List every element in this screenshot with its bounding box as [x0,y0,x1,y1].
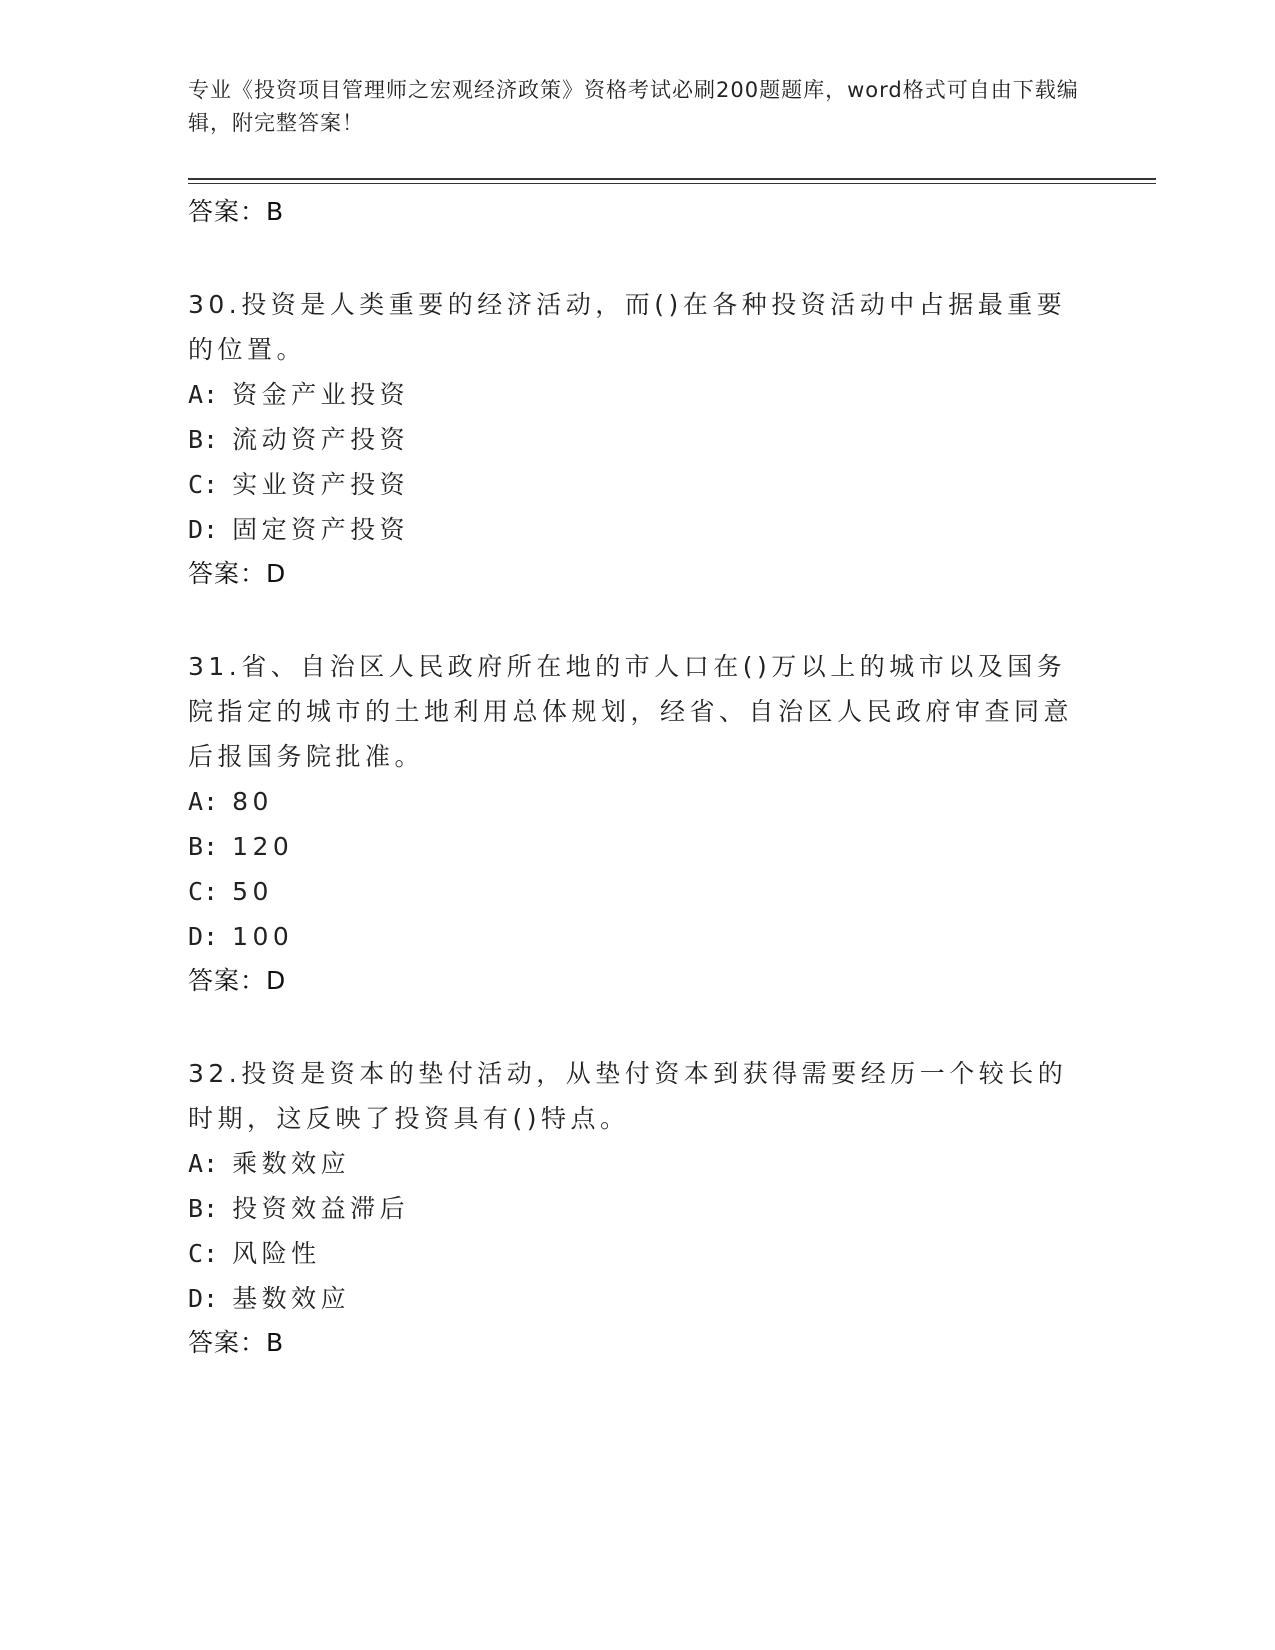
document-header-title: 专业《投资项目管理师之宏观经济政策》资格考试必刷200题题库，word格式可自由下载编辑，附完整答案！ [188,78,1079,135]
option-text: 资金产业投资 [232,380,410,409]
option-letter: A: [188,1149,219,1178]
option-d [188,1276,1088,1321]
question-block [188,644,1088,1003]
question-block [188,1051,1088,1365]
option-letter: A: [188,787,219,816]
question-answer: 答案：D [188,559,287,588]
question-text: 30.投资是人类重要的经济活动，而()在各种投资活动中占据最重要的位置。 [188,290,1067,364]
option-letter: C: [188,470,219,499]
header-divider-secondary [188,183,1156,184]
option-letter: D: [188,922,219,951]
option-c [188,869,1088,914]
option-text: 固定资产投资 [232,515,410,544]
option-letter: D: [188,515,219,544]
question-text: 32.投资是资本的垫付活动，从垫付资本到获得需要经历一个较长的时期，这反映了投资具有()特点。 [188,1059,1068,1133]
option-text: 风险性 [232,1239,321,1268]
question-list [188,190,1088,1365]
option-text: 50 [232,877,273,906]
question-answer: 答案：D [188,966,287,995]
option-text: 120 [232,832,294,861]
option-letter: A: [188,380,219,409]
option-b [188,824,1088,869]
option-letter: B: [188,832,219,861]
option-text: 100 [232,922,294,951]
option-b [188,1186,1088,1231]
option-text: 投资效益滞后 [232,1194,410,1223]
option-letter: B: [188,425,219,454]
option-text: 80 [232,787,273,816]
question-block [188,282,1088,596]
question-text: 31.省、自治区人民政府所在地的市人口在()万以上的城市以及国务院指定的城市的土地利用总体规划，经省、自治区人民政府审查同意后报国务院批准。 [188,652,1074,771]
option-a [188,372,1088,417]
header-divider [188,178,1156,180]
option-text: 实业资产投资 [232,470,410,499]
option-c [188,1231,1088,1276]
option-a [188,1141,1088,1186]
option-b [188,417,1088,462]
option-text: 乘数效应 [232,1149,351,1178]
option-letter: C: [188,877,219,906]
option-text: 流动资产投资 [232,425,410,454]
question-answer: 答案：B [188,1328,285,1357]
option-letter: D: [188,1284,219,1313]
option-letter: B: [188,1194,219,1223]
previous-answer: 答案：B [188,197,285,226]
option-text: 基数效应 [232,1284,351,1313]
option-c [188,462,1088,507]
option-letter: C: [188,1239,219,1268]
option-d [188,507,1088,552]
option-d [188,914,1088,959]
option-a [188,779,1088,824]
